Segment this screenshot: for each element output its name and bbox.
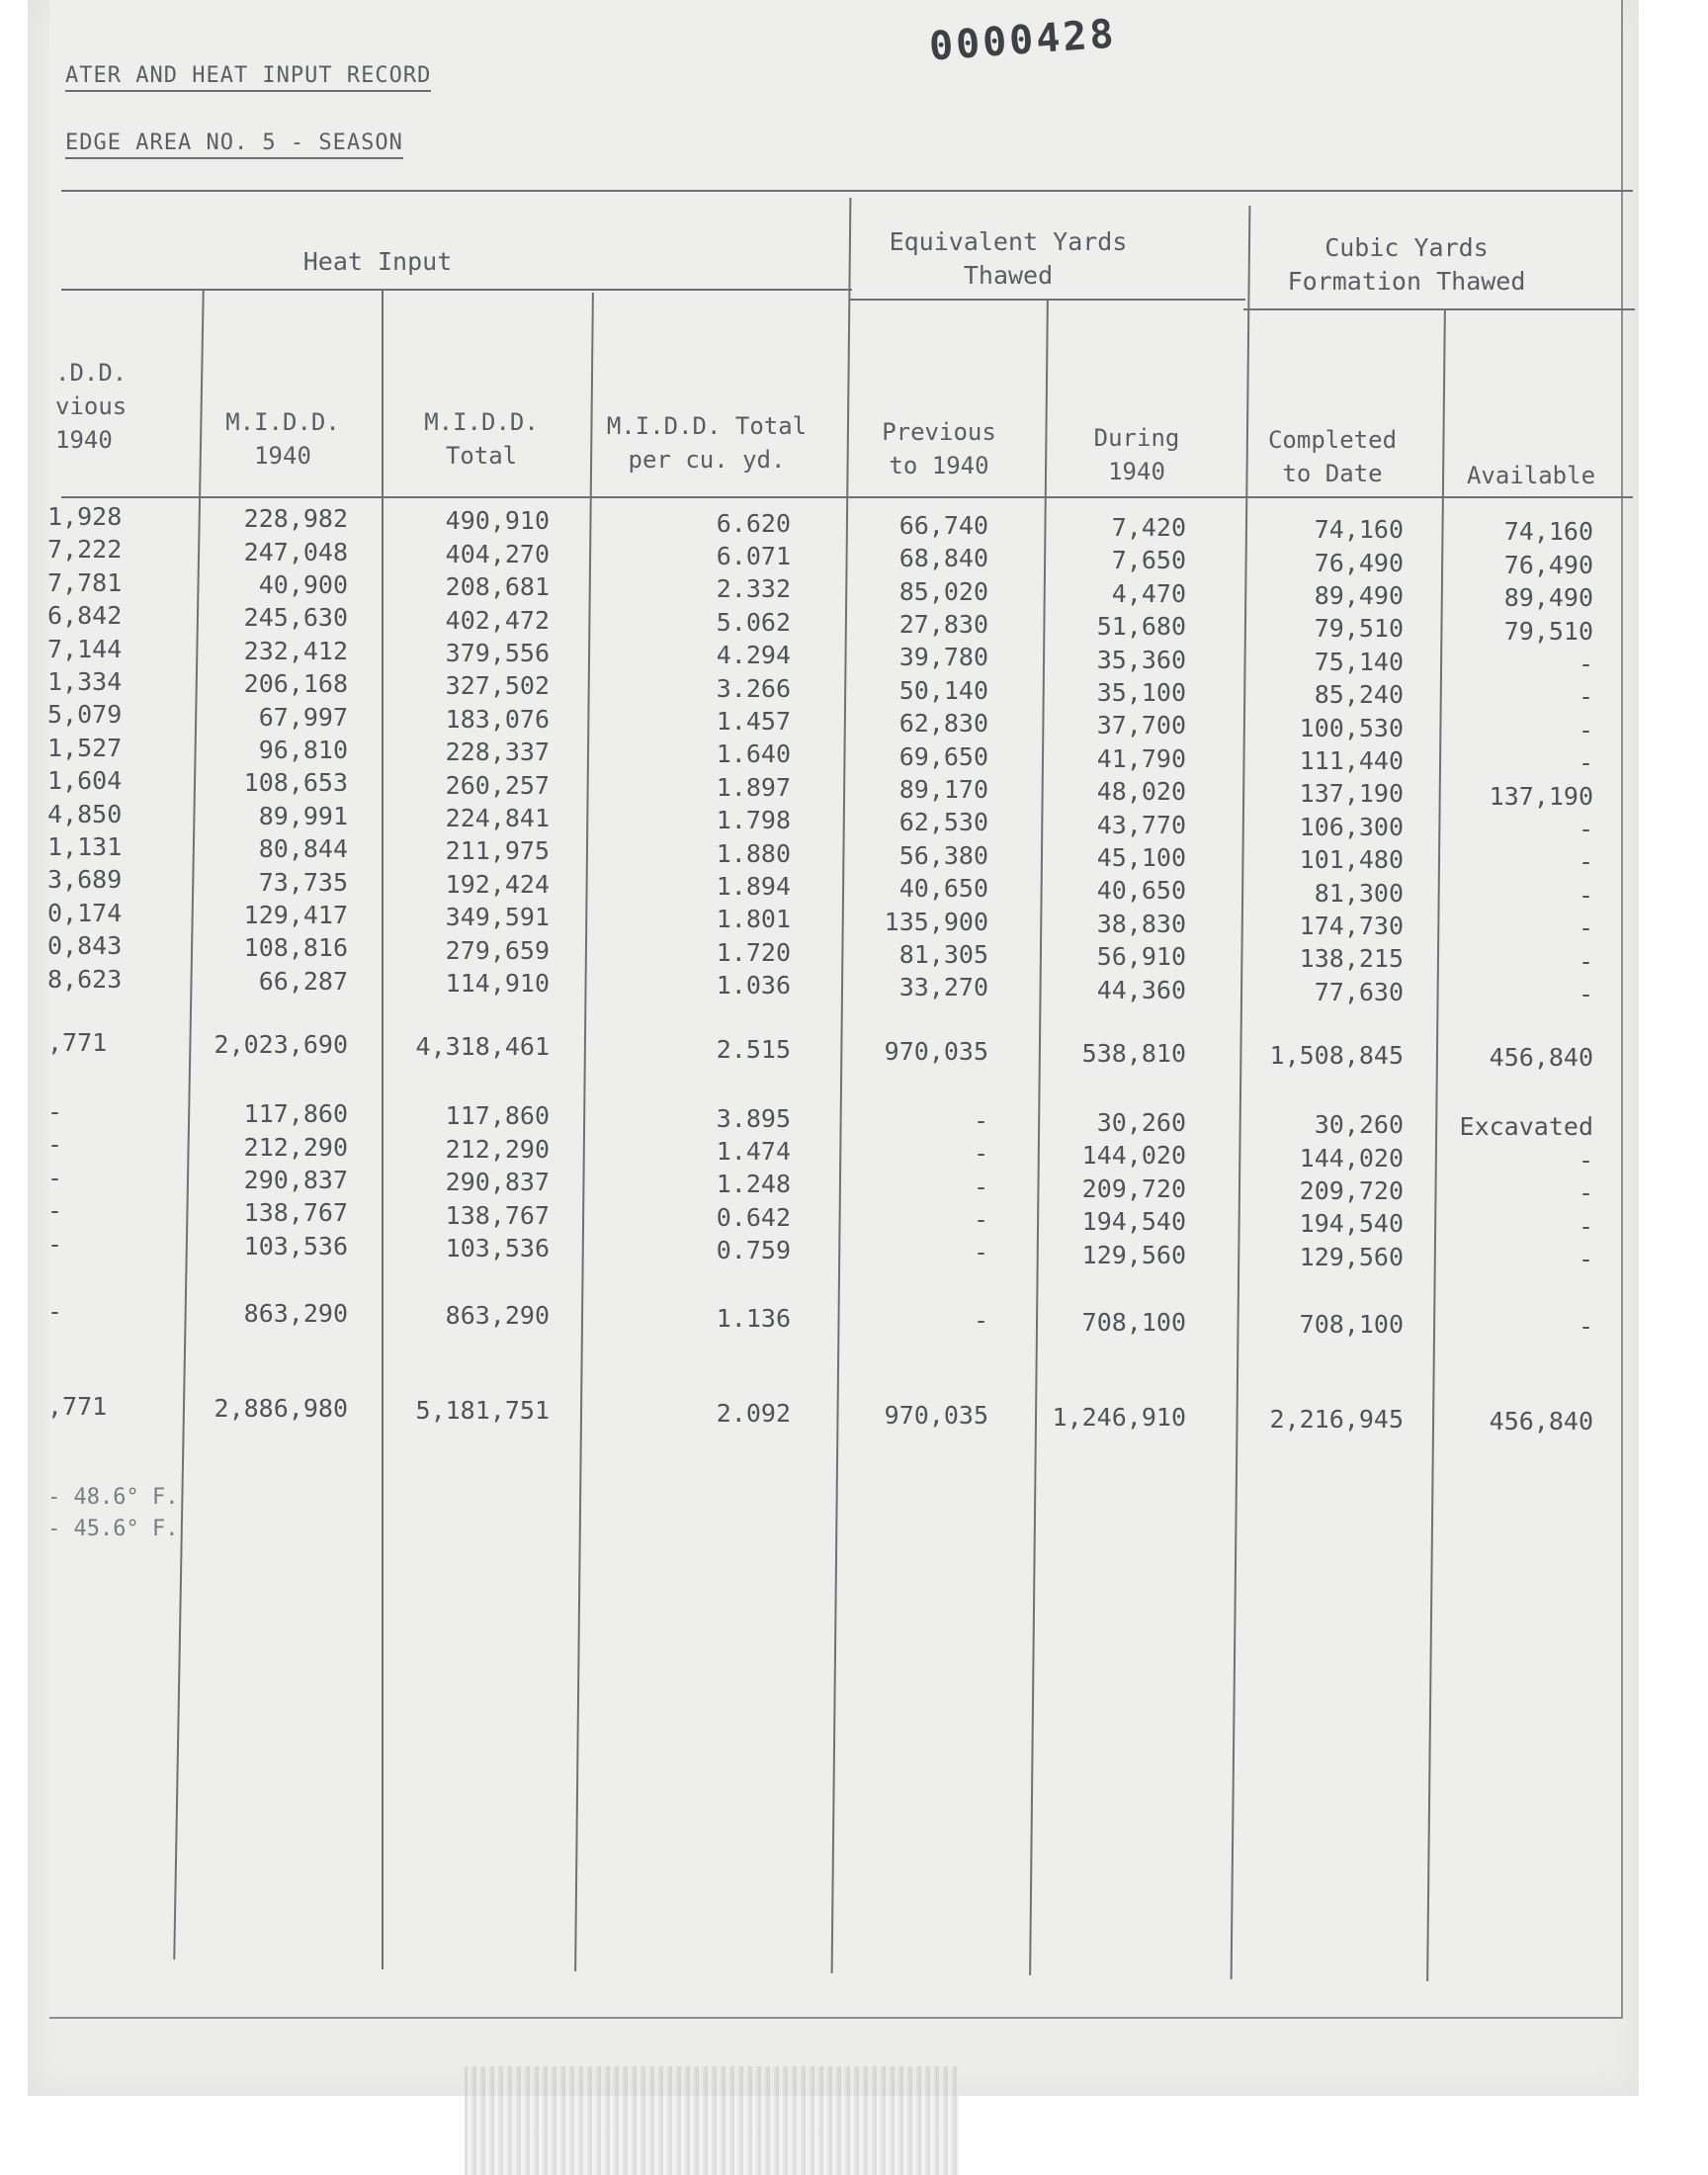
cell-available: 76,490 — [1503, 550, 1593, 579]
cell-midd-per-cu-yd: 1.640 — [716, 740, 791, 769]
document-number-stamp: 0000428 — [927, 11, 1118, 70]
cell-midd-total: 379,556 — [445, 639, 550, 667]
cell-during-1940: 37,700 — [1096, 711, 1186, 740]
cell-midd-total: 117,860 — [445, 1101, 550, 1131]
cell-midd-per-cu-yd: 0.759 — [716, 1236, 791, 1265]
cell-completed-to-date: 100,530 — [1299, 713, 1404, 742]
cell-midd-total: 349,591 — [445, 903, 550, 932]
column-header-midd-total: M.I.D.D. Total — [424, 408, 539, 470]
cell-midd-total: 211,975 — [445, 836, 550, 866]
cell-midd-per-cu-yd: 0.642 — [716, 1202, 791, 1232]
cell-midd-1940: 80,844 — [258, 834, 348, 864]
cell-previous-to-1940: - — [973, 1238, 988, 1267]
cell-midd-1940: 40,900 — [258, 570, 348, 599]
cell-midd-per-cu-yd: 1.894 — [716, 872, 791, 901]
cell-previous-midd: 4,850 — [47, 799, 123, 828]
cell-midd-total: 208,681 — [445, 572, 550, 602]
cell-previous-to-1940: 970,035 — [884, 1036, 988, 1066]
cell-completed-to-date: 209,720 — [1299, 1176, 1404, 1205]
cell-during-1940: 209,720 — [1081, 1174, 1186, 1203]
cell-during-1940: 7,420 — [1111, 513, 1186, 542]
cell-midd-per-cu-yd: 1.897 — [716, 772, 791, 802]
cell-midd-per-cu-yd: 6.071 — [716, 542, 791, 570]
cell-previous-to-1940: 66,740 — [898, 510, 988, 540]
cell-midd-1940: 212,290 — [243, 1132, 348, 1162]
cell-during-1940: 35,360 — [1096, 645, 1186, 674]
cell-previous-midd: - — [47, 1196, 63, 1226]
document-subtitle: EDGE AREA NO. 5 - SEASON — [65, 130, 403, 155]
group-header-cubic-yards: Cubic Yards Formation Thawed — [1287, 233, 1526, 296]
cell-previous-midd: 0,174 — [47, 898, 123, 927]
cell-previous-to-1940: - — [973, 1172, 988, 1201]
cell-midd-1940: 138,767 — [243, 1198, 348, 1228]
cell-completed-to-date: 77,630 — [1314, 977, 1404, 1006]
cell-previous-to-1940: 69,650 — [898, 741, 988, 771]
cell-during-1940: 35,100 — [1096, 678, 1186, 707]
cell-previous-midd: 1,604 — [47, 766, 123, 796]
cell-during-1940: 40,650 — [1096, 876, 1186, 906]
cell-midd-1940: 863,290 — [243, 1299, 348, 1329]
cell-previous-to-1940: 56,380 — [898, 840, 988, 870]
cell-available: - — [1578, 880, 1593, 910]
cell-during-1940: 1,246,910 — [1052, 1403, 1186, 1432]
cell-midd-1940: 290,837 — [243, 1166, 348, 1194]
cell-during-1940: 45,100 — [1096, 843, 1186, 872]
cell-completed-to-date: 2,216,945 — [1269, 1405, 1404, 1435]
cell-midd-per-cu-yd: 6.620 — [716, 508, 791, 538]
cell-midd-per-cu-yd: 3.266 — [716, 673, 791, 703]
cell-available: - — [1578, 914, 1593, 943]
column-header-midd-per-cu-yd: M.I.D.D. Total per cu. yd. — [606, 412, 808, 474]
cell-midd-total: 228,337 — [445, 738, 550, 767]
cell-midd-1940: 108,653 — [243, 768, 348, 798]
cell-midd-per-cu-yd: 1.136 — [716, 1303, 791, 1333]
cell-completed-to-date: 144,020 — [1299, 1143, 1404, 1173]
cell-midd-1940: 2,886,980 — [214, 1394, 348, 1424]
cell-available: - — [1578, 847, 1593, 877]
cell-midd-1940: 89,991 — [258, 801, 348, 830]
cell-previous-midd: 0,843 — [47, 931, 123, 961]
cell-midd-1940: 96,810 — [258, 736, 348, 764]
cell-available: 137,190 — [1489, 781, 1593, 811]
cell-midd-per-cu-yd: 1.880 — [716, 838, 791, 868]
cell-during-1940: 43,770 — [1096, 810, 1186, 839]
temperature-note: - 48.6° F. — [47, 1485, 179, 1510]
cell-previous-midd: 6,842 — [47, 601, 123, 631]
cell-during-1940: 194,540 — [1081, 1207, 1186, 1237]
cell-midd-total: 327,502 — [445, 671, 550, 701]
cell-during-1940: 708,100 — [1081, 1308, 1186, 1337]
cell-midd-per-cu-yd: 1.474 — [716, 1137, 791, 1166]
cell-previous-to-1940: 40,650 — [898, 874, 988, 904]
cell-previous-to-1940: - — [973, 1305, 988, 1335]
cell-previous-to-1940: 68,840 — [898, 544, 988, 573]
cell-available: - — [1578, 682, 1593, 712]
cell-midd-per-cu-yd: 1.248 — [716, 1170, 791, 1199]
cell-previous-to-1940: 62,830 — [898, 709, 988, 739]
cell-completed-to-date: 81,300 — [1314, 878, 1404, 908]
cell-completed-to-date: 138,215 — [1299, 944, 1404, 974]
cell-midd-total: 192,424 — [445, 869, 550, 899]
cell-midd-1940: 206,168 — [243, 669, 348, 699]
cell-completed-to-date: 30,260 — [1314, 1110, 1404, 1140]
cell-previous-midd: 7,222 — [47, 535, 123, 565]
cell-during-1940: 38,830 — [1096, 909, 1186, 938]
column-header-previous-to-1940: Previous to 1940 — [882, 418, 996, 479]
cell-previous-to-1940: - — [973, 1105, 988, 1135]
cell-previous-to-1940: 970,035 — [884, 1400, 988, 1430]
cell-previous-midd: 5,079 — [47, 700, 123, 730]
cell-during-1940: 144,020 — [1081, 1141, 1186, 1171]
cell-available: 74,160 — [1503, 517, 1593, 547]
cell-previous-midd: 8,623 — [47, 964, 123, 994]
cell-available: - — [1578, 1312, 1593, 1342]
cell-midd-per-cu-yd: 1.457 — [716, 707, 791, 736]
cell-available: - — [1578, 748, 1593, 778]
cell-midd-1940: 2,023,690 — [214, 1030, 348, 1060]
cell-midd-1940: 247,048 — [243, 537, 348, 566]
cell-during-1940: 41,790 — [1096, 743, 1186, 773]
cell-available: - — [1578, 1211, 1593, 1241]
cell-midd-total: 260,257 — [445, 770, 550, 800]
cell-available: - — [1578, 1245, 1593, 1273]
cell-previous-to-1940: 85,020 — [898, 576, 988, 606]
cell-midd-1940: 66,287 — [258, 966, 348, 996]
cell-midd-total: 279,659 — [445, 935, 550, 965]
cell-available: - — [1578, 1145, 1593, 1174]
column-header-available: Available — [1466, 462, 1596, 489]
cell-previous-to-1940: 27,830 — [898, 610, 988, 639]
cell-midd-total: 863,290 — [445, 1301, 550, 1331]
document-title: ATER AND HEAT INPUT RECORD — [65, 63, 431, 88]
cell-completed-to-date: 194,540 — [1299, 1209, 1404, 1239]
cell-completed-to-date: 101,480 — [1299, 845, 1404, 875]
group-rule-cubic — [1243, 308, 1635, 310]
cell-previous-to-1940: 33,270 — [898, 973, 988, 1002]
cell-midd-total: 490,910 — [445, 506, 550, 536]
cell-completed-to-date: 1,508,845 — [1269, 1041, 1404, 1071]
cell-previous-to-1940: - — [973, 1205, 988, 1234]
table-frame — [49, 0, 1623, 2019]
cell-midd-per-cu-yd: 5.062 — [716, 607, 791, 637]
cell-available: 456,840 — [1489, 1407, 1593, 1436]
cell-available: - — [1578, 815, 1593, 843]
cell-midd-total: 5,181,751 — [415, 1396, 550, 1426]
cell-midd-total: 212,290 — [445, 1134, 550, 1164]
cell-previous-midd: 1,334 — [47, 667, 123, 696]
cell-previous-midd: ,771 — [47, 1028, 108, 1057]
cell-available: Excavated — [1459, 1112, 1593, 1142]
cell-available: 79,510 — [1503, 616, 1593, 646]
table-top-rule — [61, 190, 1633, 192]
cell-previous-to-1940: 62,530 — [898, 808, 988, 837]
cell-available: - — [1578, 715, 1593, 744]
cell-midd-per-cu-yd: 2.092 — [716, 1398, 791, 1428]
cell-completed-to-date: 111,440 — [1299, 746, 1404, 775]
cell-completed-to-date: 79,510 — [1314, 614, 1404, 644]
cell-midd-total: 404,270 — [445, 539, 550, 568]
cell-completed-to-date: 74,160 — [1314, 515, 1404, 545]
column-header-completed-to-date: Completed to Date — [1267, 426, 1398, 487]
cell-midd-total: 290,837 — [445, 1168, 550, 1197]
cell-previous-to-1940: 89,170 — [898, 775, 988, 804]
cell-during-1940: 4,470 — [1111, 578, 1186, 608]
cell-previous-midd: 1,131 — [47, 832, 123, 861]
cell-previous-midd: - — [47, 1163, 63, 1192]
cell-midd-total: 402,472 — [445, 605, 550, 635]
cell-midd-per-cu-yd: 1.720 — [716, 937, 791, 967]
cell-previous-midd: - — [47, 1229, 63, 1259]
cell-during-1940: 538,810 — [1081, 1039, 1186, 1068]
group-rule-heat — [61, 289, 852, 291]
cell-midd-total: 224,841 — [445, 804, 550, 832]
cell-during-1940: 51,680 — [1096, 612, 1186, 642]
scan-artifact — [465, 2066, 959, 2175]
cell-midd-total: 4,318,461 — [415, 1032, 550, 1062]
cell-midd-1940: 73,735 — [258, 867, 348, 897]
cell-previous-midd: - — [47, 1130, 63, 1160]
cell-previous-midd: 3,689 — [47, 865, 123, 895]
group-header-heat-input: Heat Input — [302, 247, 453, 276]
cell-previous-midd: 1,928 — [47, 502, 123, 531]
cell-previous-midd: - — [47, 1097, 63, 1126]
cell-previous-midd: ,771 — [47, 1392, 108, 1421]
cell-previous-to-1940: 81,305 — [898, 940, 988, 969]
cell-completed-to-date: 708,100 — [1299, 1310, 1404, 1340]
cell-completed-to-date: 106,300 — [1299, 812, 1404, 841]
cell-midd-1940: 103,536 — [243, 1231, 348, 1261]
cell-midd-1940: 228,982 — [243, 504, 348, 534]
cell-previous-to-1940: - — [973, 1139, 988, 1169]
cell-available: - — [1578, 980, 1593, 1008]
cell-previous-midd: - — [47, 1297, 63, 1326]
cell-during-1940: 30,260 — [1096, 1108, 1186, 1137]
cell-during-1940: 129,560 — [1081, 1240, 1186, 1269]
cell-previous-to-1940: 39,780 — [898, 643, 988, 672]
cell-completed-to-date: 76,490 — [1314, 548, 1404, 577]
cell-previous-midd: 7,781 — [47, 567, 123, 597]
cell-previous-to-1940: 50,140 — [898, 675, 988, 705]
cell-during-1940: 44,360 — [1096, 975, 1186, 1004]
cell-midd-total: 183,076 — [445, 704, 550, 734]
cell-during-1940: 56,910 — [1096, 942, 1186, 972]
cell-previous-midd: 7,144 — [47, 634, 123, 663]
cell-completed-to-date: 129,560 — [1299, 1242, 1404, 1271]
cell-available: - — [1578, 650, 1593, 678]
cell-previous-midd: 1,527 — [47, 733, 123, 762]
cell-available: 456,840 — [1489, 1043, 1593, 1073]
cell-midd-1940: 129,417 — [243, 901, 348, 929]
cell-midd-total: 114,910 — [445, 969, 550, 998]
cell-completed-to-date: 89,490 — [1314, 581, 1404, 610]
cell-completed-to-date: 85,240 — [1314, 680, 1404, 710]
cell-midd-1940: 108,816 — [243, 933, 348, 963]
cell-midd-per-cu-yd: 2.332 — [716, 574, 791, 604]
cell-previous-to-1940: 135,900 — [884, 907, 988, 936]
cell-midd-1940: 117,860 — [243, 1099, 348, 1129]
cell-midd-1940: 67,997 — [258, 702, 348, 732]
cell-midd-per-cu-yd: 2.515 — [716, 1034, 791, 1064]
cell-available: 89,490 — [1503, 583, 1593, 613]
cell-midd-per-cu-yd: 3.895 — [716, 1103, 791, 1133]
cell-completed-to-date: 75,140 — [1314, 647, 1404, 676]
cell-midd-1940: 245,630 — [243, 603, 348, 633]
column-header-midd-1940: M.I.D.D. 1940 — [225, 408, 340, 470]
cell-during-1940: 48,020 — [1096, 777, 1186, 807]
column-header-previous: .D.D. vious 1940 — [55, 359, 128, 454]
cell-midd-1940: 232,412 — [243, 636, 348, 665]
cell-midd-per-cu-yd: 1.036 — [716, 971, 791, 1000]
cell-completed-to-date: 137,190 — [1299, 779, 1404, 809]
cell-midd-per-cu-yd: 1.798 — [716, 806, 791, 835]
temperature-note: - 45.6° F. — [47, 1517, 179, 1541]
column-header-during-1940: During 1940 — [1093, 424, 1180, 485]
cell-midd-total: 138,767 — [445, 1200, 550, 1230]
cell-midd-total: 103,536 — [445, 1234, 550, 1262]
cell-during-1940: 7,650 — [1111, 546, 1186, 575]
cell-available: - — [1578, 1178, 1593, 1208]
group-header-equivalent-yards: Equivalent Yards Thawed — [889, 227, 1128, 290]
cell-midd-per-cu-yd: 4.294 — [716, 641, 791, 670]
cell-midd-per-cu-yd: 1.801 — [716, 905, 791, 934]
cell-completed-to-date: 174,730 — [1299, 912, 1404, 940]
cell-available: - — [1578, 946, 1593, 976]
